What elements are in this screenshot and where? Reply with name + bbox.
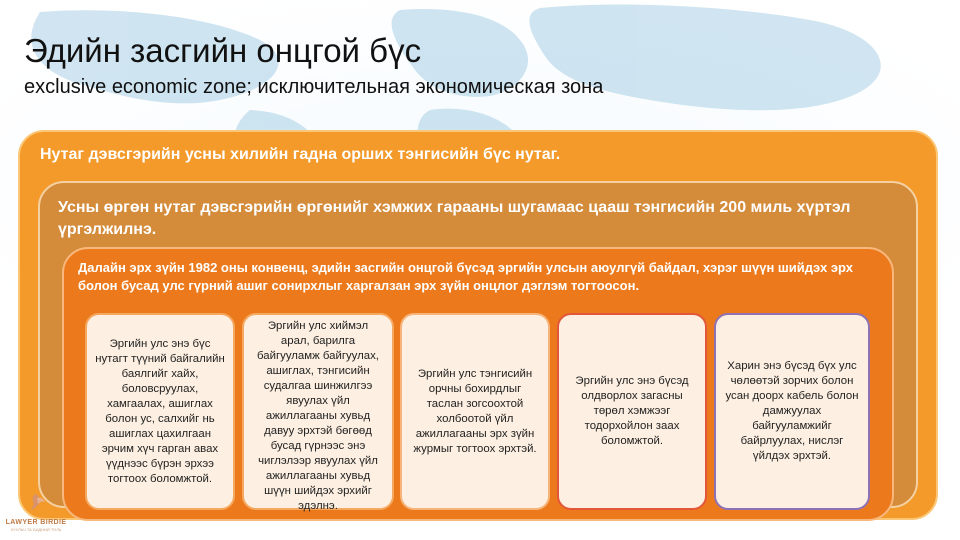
card-artificial-islands [242, 313, 394, 510]
card-freedom-navigation [714, 313, 870, 510]
page-title: Эдийн засгийн онцгой бүс [24, 32, 422, 69]
card-text: Эргийн улс энэ бүсэд олдворлох загасны төрөл хэмжээг тодорхойлон заах боломжтой. [575, 375, 689, 447]
logo-tagline: ХУУЛЬЧ ТА БИДНИЙ ТОЛЬ [10, 527, 62, 532]
card-resource-rights [85, 313, 235, 510]
card-fishing-quota [557, 313, 707, 510]
definition-text: Нутаг дэвсгэрийн усны хилийн гадна орших тэнгисийн бүс нутаг. [40, 146, 561, 163]
card-text: Эргийн улс энэ бүс нутагт түүний байгалийн баялгийг хайх, боловсруулах, хамгаалах, ашиглах болон ус, салхийг нь ашиглах цахилгаан эрчим хүч гарган авах үүднээс бүрэн эрхээ тогтоох боломжтой. [95, 337, 225, 485]
logo-text: LAWYER BIRDIE [5, 519, 67, 526]
convention-text: Далайн эрх зүйн 1982 оны конвенц, эдийн засгийн онцгой бүсэд эргийн улсын аюулгүй байдал, хэрэг шүүн шийдэх эрх болон бусад улс гүрний ашиг сонирхлыг харгалзан эрх зүйн онцлог дэглэм тогтоосон. [78, 260, 854, 293]
card-text: Харин энэ бүсэд бүх улс чөлөөтэй зорчих болон усан доорх кабель болон дамжуулах байгууламжийг байрлуулах, нислэг үйлдэх эрхтэй. [725, 360, 859, 462]
page-subtitle: exclusive economic zone; исключительная экономическая зона [24, 76, 604, 98]
card-text: Эргийн улс тэнгисийн орчны бохирдлыг таслан зогсоохтой холбоотой үйл ажиллагааны эрх зүйн журмыг тогтоох эрхтэй. [413, 367, 537, 455]
bird-icon [25, 492, 47, 512]
extent-text: Усны өргөн нутаг дэвсгэрийн өргөнийг хэмжих гарааны шугамаас цааш тэнгисийн 200 миль хүртэл үргэлжилнэ. [58, 199, 851, 238]
card-pollution-control [400, 313, 550, 510]
lawyer-birdie-logo [4, 492, 68, 538]
card-text: Эргийн улс хиймэл арал, барилга байгууламж байгуулах, ашиглах, тэнгисийн судалгаа шинжилгээ явуулах үйл ажиллагааны хувьд давуу эрхтэй бөгөөд бусад гүрнээс энэ чиглэлээр явуулах үйл ажиллагааны хувьд шүүн шийдэх эрхийг эдэлнэ. [257, 320, 379, 512]
